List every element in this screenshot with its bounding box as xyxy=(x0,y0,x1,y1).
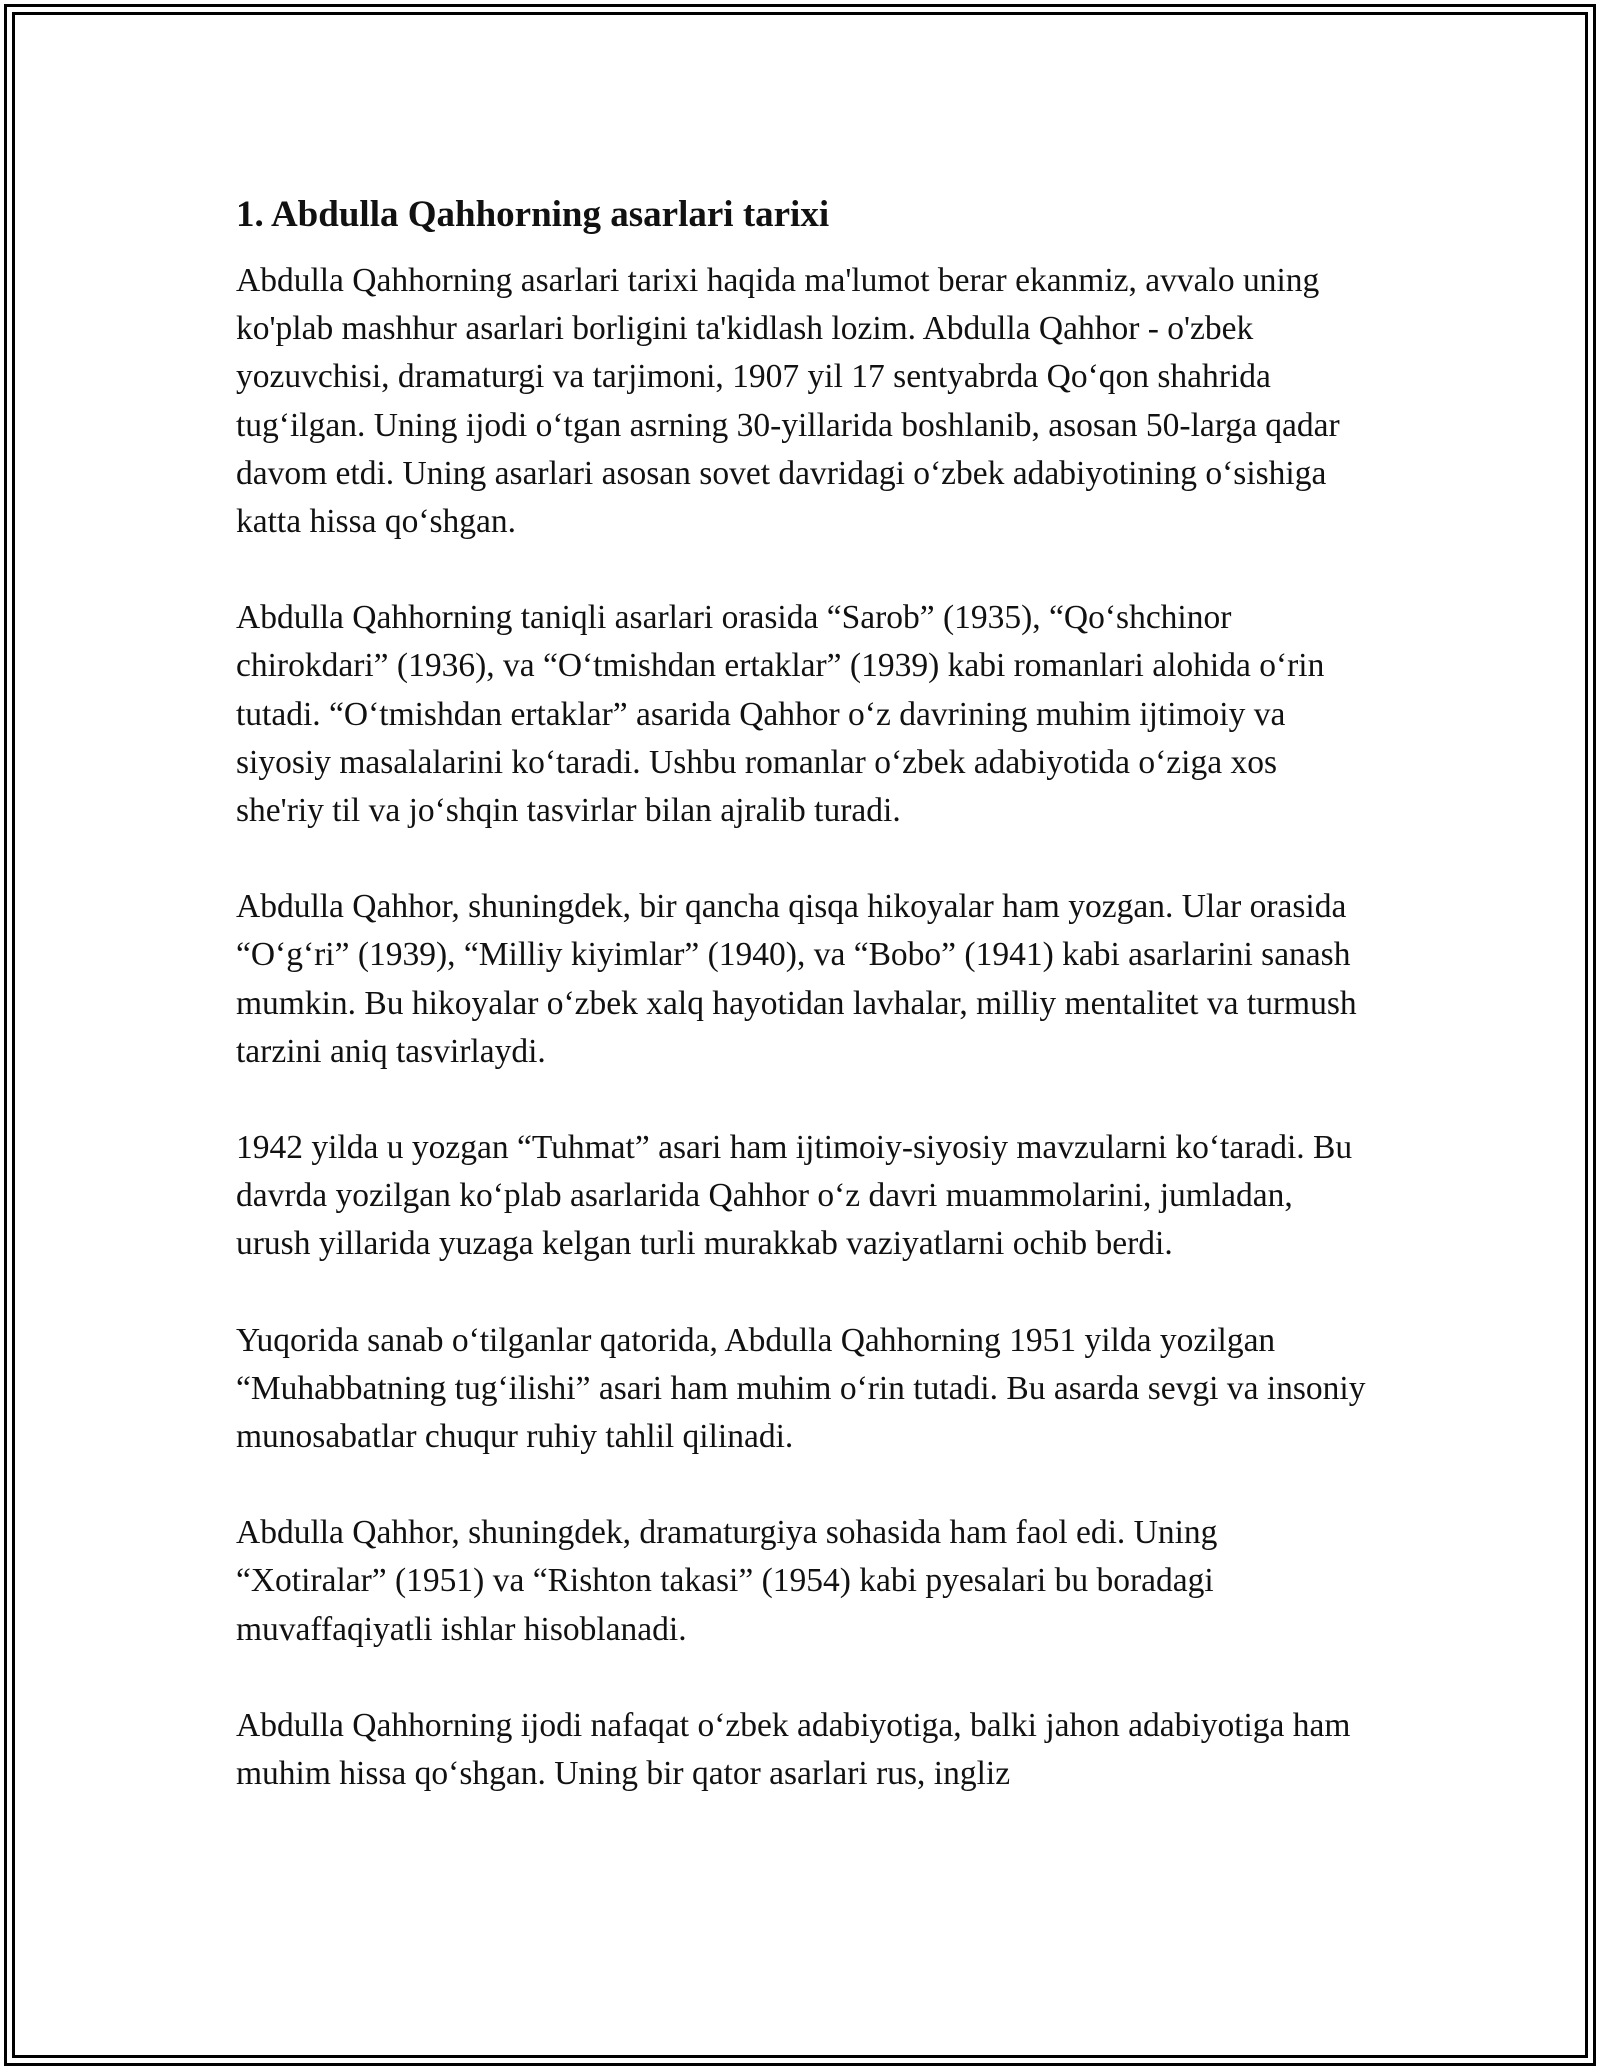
paragraph-3: Abdulla Qahhor, shuningdek, bir qancha qisqa hikoyalar ham yozgan. Ular orasida “O‘g‘ri” (1939), “Milliy kiyimlar” (1940), va “Bobo” (1941) kabi asarlarini sanash mumkin. Bu hikoyalar o‘zbek xalq hayotidan lavhalar, milliy mentalitet va turmush tarzini aniq tasvirlaydi. xyxy=(236,888,1357,1070)
paragraph-4: 1942 yilda u yozgan “Tuhmat” asari ham ijtimoiy-siyosiy mavzularni ko‘taradi. Bu davrda yozilgan ko‘plab asarlarida Qahhor o‘z davri muammolarini, jumladan, urush yillarida yuzaga kelgan turli murakkab vaziyatlarni ochib berdi. xyxy=(236,1129,1353,1263)
paragraph-6: Abdulla Qahhor, shuningdek, dramaturgiya sohasida ham faol edi. Uning “Xotiralar” (1951) va “Rishton takasi” (1954) kabi pyesalari bu boradagi muvaffaqiyatli ishlar hisoblanadi. xyxy=(236,1514,1218,1648)
paragraph-1: Abdulla Qahhorning asarlari tarixi haqida ma'lumot berar ekanmiz, avvalo uning ko'plab mashhur asarlari borligini ta'kidlash lozim. Abdulla Qahhor - o'zbek yozuvchisi, dramaturgi va tarjimoni, 1907 yil 17 sentyabrda Qo‘qon shahrida tug‘ilgan. Uning ijodi o‘tgan asrning 30-yillarida boshlanib, asosan 50-larga qadar davom etdi. Uning asarlari asosan sovet davridagi o‘zbek adabiyotining o‘sishiga katta hissa qo‘shgan. xyxy=(236,262,1340,541)
paragraph-5: Yuqorida sanab o‘tilganlar qatorida, Abdulla Qahhorning 1951 yilda yozilgan “Muhabbatning tug‘ilishi” asari ham muhim o‘rin tutadi. Bu asarda sevgi va insoniy munosabatlar chuqur ruhiy tahlil qilinadi. xyxy=(236,1321,1366,1456)
section-heading: 1. Abdulla Qahhorning asarlari tarixi xyxy=(236,194,830,235)
paragraph-7: Abdulla Qahhorning ijodi nafaqat o‘zbek adabiyotiga, balki jahon adabiyotiga ham muhim hissa qo‘shgan. Uning bir qator asarlari rus, ingliz xyxy=(236,1706,1351,1793)
paragraph-2: Abdulla Qahhorning taniqli asarlari orasida “Sarob” (1935), “Qo‘shchinor chirokdari” (1936), va “O‘tmishdan ertaklar” (1939) kabi romanlari alohida o‘rin tutadi. “O‘tmishdan ertaklar” asarida Qahhor o‘z davrining muhim ijtimoiy va siyosiy masalalarini ko‘taradi. Ushbu romanlar o‘zbek adabiyotida o‘ziga xos she'riy til va jo‘shqin tasvirlar bilan ajralib turadi. xyxy=(236,599,1325,830)
document-body xyxy=(236,188,1371,1846)
